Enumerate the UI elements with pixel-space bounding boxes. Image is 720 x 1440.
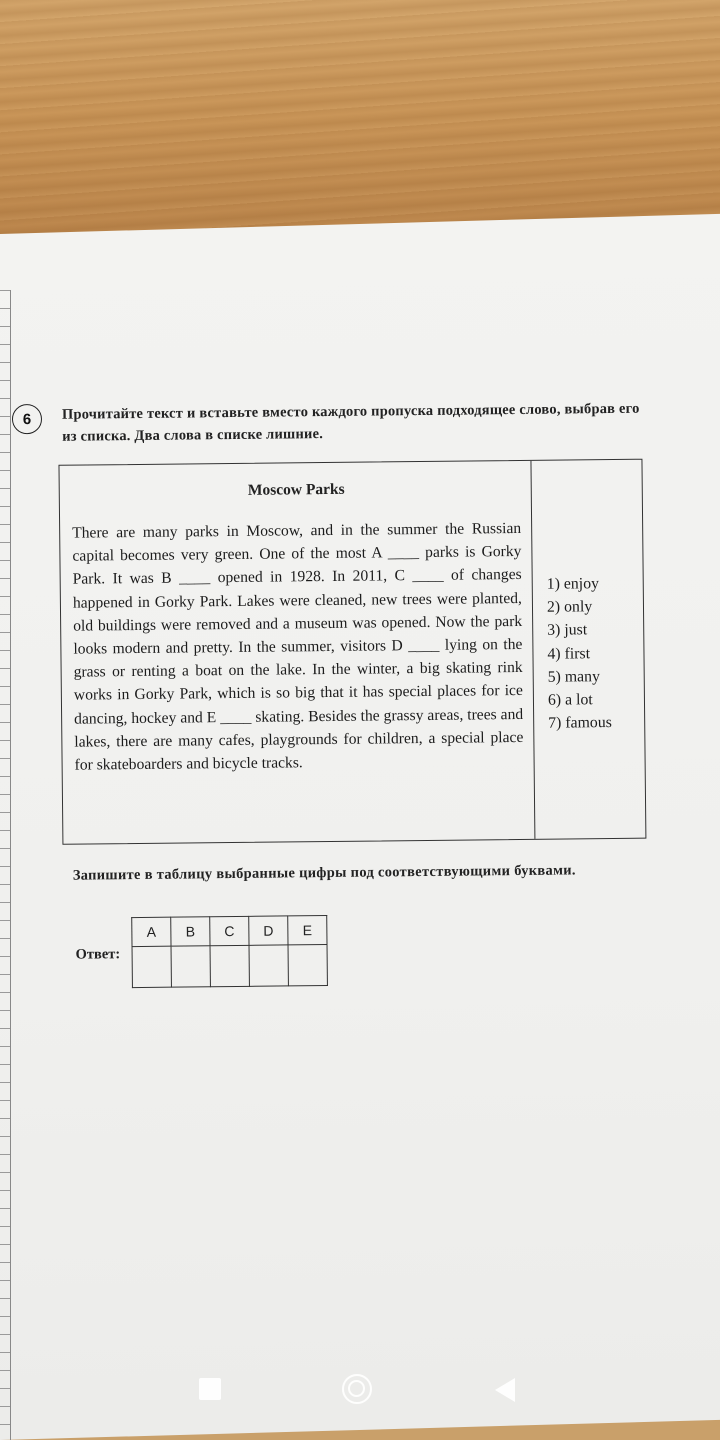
word-list-item: 5) many xyxy=(547,667,601,686)
answer-column-header: C xyxy=(210,916,249,945)
android-navigation-bar xyxy=(0,1360,720,1426)
home-icon[interactable] xyxy=(342,1374,372,1404)
answer-table xyxy=(131,915,328,988)
word-list-item: 6) a lot xyxy=(547,691,593,709)
answer-cell[interactable] xyxy=(210,945,249,986)
text-title: Moscow Parks xyxy=(247,480,345,499)
answer-instruction: Запишите в таблицу выбранные цифры под соответствующими буквами. xyxy=(72,862,576,884)
text-paragraph: There are many parks in Moscow, and in the summer the Russian capital becomes very green. One of the most A ____ parks is Gorky Park. It was B ____ opened in 1928. In 2011, C ____ of changes happened in Gorky Park. Lakes were cleaned, new trees were planted, old buildings were removed and a museum was opened. Now the park looks modern and pretty. In the summer, visitors D ____ lying on the grass or renting a boat on the lake. In the winter, a big skating rink works in Gorky Park, which is so big that it has special places for ice dancing, hockey and E ____ skating. Besides the grassy areas, trees and lakes, there are many cafes, playgrounds for children, a special place for skateboarders and bicycle tracks. xyxy=(72,519,524,774)
answer-cell[interactable] xyxy=(132,946,171,987)
word-list-item: 4) first xyxy=(547,644,591,663)
text-cell xyxy=(59,461,535,844)
task-instruction: Прочитайте текст и вставьте вместо каждого пропуска подходящее слово, выбрав его из списка. Два слова в списке лишние. xyxy=(61,400,640,445)
task-number-badge: 6 xyxy=(12,404,42,434)
answer-column-header: D xyxy=(249,916,288,945)
word-list-item: 7) famous xyxy=(548,714,612,732)
answer-label: Ответ: xyxy=(75,946,121,963)
recent-apps-icon[interactable] xyxy=(199,1378,221,1400)
word-list-item: 1) enjoy xyxy=(546,575,600,593)
answer-column-header: E xyxy=(288,916,327,945)
answer-cell[interactable] xyxy=(249,945,288,986)
answer-column-header: B xyxy=(171,917,210,946)
text-body xyxy=(72,517,524,777)
word-list-item: 3) just xyxy=(547,621,588,640)
back-icon[interactable] xyxy=(495,1378,515,1402)
word-list-item: 2) only xyxy=(546,598,593,616)
word-list xyxy=(531,460,645,839)
task-table xyxy=(58,459,646,845)
answer-cell[interactable] xyxy=(288,945,327,986)
answer-cell[interactable] xyxy=(171,946,210,987)
answer-column-header: A xyxy=(132,917,171,946)
